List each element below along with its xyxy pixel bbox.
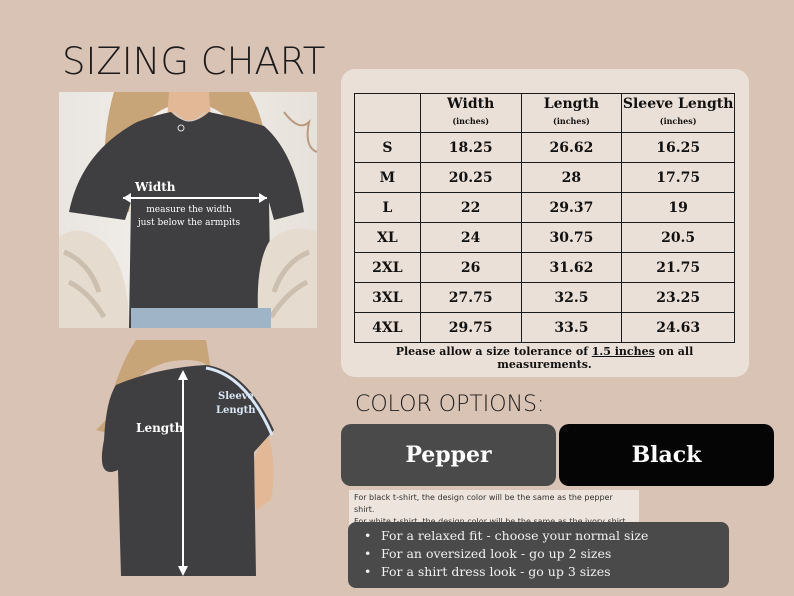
sleeve-label-1: Sleeve — [218, 391, 254, 402]
header-length: Length (inches) — [521, 94, 622, 133]
table-row: 4XL 29.75 33.5 24.63 — [355, 313, 735, 343]
table-row: L 22 29.37 19 — [355, 193, 735, 223]
design-color-note: For black t-shirt, the design color will be the same as the pepper shirt. — [349, 490, 639, 530]
list-item: • For an oversized look - go up 2 sizes — [381, 545, 729, 563]
length-label: Length — [136, 421, 184, 435]
back-shirt-illustration — [96, 340, 281, 576]
pepper-swatch[interactable]: Pepper — [341, 424, 556, 486]
list-item: • For a shirt dress look - go up 3 sizes — [381, 563, 729, 581]
width-note-2: just below the armpits — [137, 218, 241, 228]
table-row: 2XL 26 31.62 21.75 — [355, 253, 735, 283]
tolerance-note: Please allow a size tolerance of 1.5 inches on all measurements. — [395, 345, 694, 371]
table-row: S 18.25 26.62 16.25 — [355, 133, 735, 163]
table-row: M 20.25 28 17.75 — [355, 163, 735, 193]
list-item: • For a relaxed fit - choose your normal size — [381, 527, 729, 545]
table-row: XL 24 30.75 20.5 — [355, 223, 735, 253]
front-model-photo — [59, 92, 317, 328]
page-title: SIZING CHART — [62, 40, 326, 83]
width-note-1: measure the width — [146, 205, 232, 215]
black-swatch[interactable]: Black — [559, 424, 774, 486]
color-options-title: COLOR OPTIONS: — [355, 392, 545, 417]
fit-tips-box — [348, 522, 729, 588]
header-width: Width (inches) — [420, 94, 521, 133]
header-sleeve-length: Sleeve Length (inches) — [622, 94, 735, 133]
back-model-photo — [96, 340, 281, 576]
table-row: 3XL 27.75 32.5 23.25 — [355, 283, 735, 313]
width-label: Width — [135, 180, 176, 194]
sleeve-label-2: Length — [216, 405, 256, 416]
table-header-row — [355, 94, 735, 133]
size-table — [354, 93, 735, 343]
header-size — [355, 94, 421, 133]
